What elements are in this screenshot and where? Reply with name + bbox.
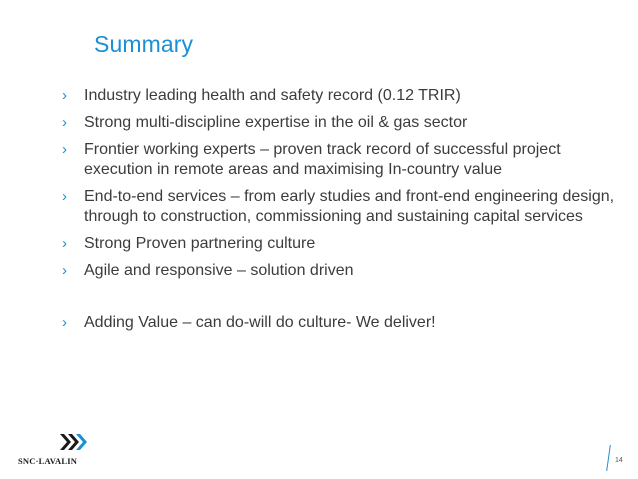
bullet-marker-icon: › (62, 235, 67, 252)
bullet-item (62, 113, 622, 133)
bullet-marker-icon: › (62, 141, 67, 158)
bullet-marker-icon: › (62, 262, 67, 279)
logo-wordmark: SNC·LAVALIN (18, 456, 78, 466)
bullet-marker-icon: › (62, 87, 67, 104)
company-logo (18, 432, 118, 472)
bullet-item (62, 140, 622, 180)
bullet-item (62, 234, 622, 254)
bullet-text: Frontier working experts – proven track record of successful project execution in remote areas and maximising In-country value (84, 141, 561, 178)
bullet-text: Industry leading health and safety record (0.12 TRIR) (84, 87, 461, 104)
bullet-item (62, 86, 622, 106)
bullet-item (62, 313, 622, 333)
bullet-text: Agile and responsive – solution driven (84, 262, 354, 279)
bullet-item (62, 261, 622, 281)
bullet-marker-icon: › (62, 114, 67, 131)
bullet-text: End-to-end services – from early studies and front-end engineering design, through to construction, commissioning and sustaining capital services (84, 188, 615, 225)
page-number: 14 (615, 457, 623, 464)
bullet-text: Adding Value – can do-will do culture- We deliver! (84, 314, 436, 331)
slide-title: Summary (94, 31, 194, 57)
bullet-item (62, 187, 622, 227)
bullet-list (62, 86, 622, 340)
bullet-marker-icon: › (62, 314, 67, 331)
page-number-divider (606, 445, 611, 471)
snc-lavalin-logo-icon (58, 432, 88, 452)
bullet-text: Strong multi-discipline expertise in the oil & gas sector (84, 114, 468, 131)
bullet-marker-icon: › (62, 188, 67, 205)
bullet-text: Strong Proven partnering culture (84, 235, 316, 252)
